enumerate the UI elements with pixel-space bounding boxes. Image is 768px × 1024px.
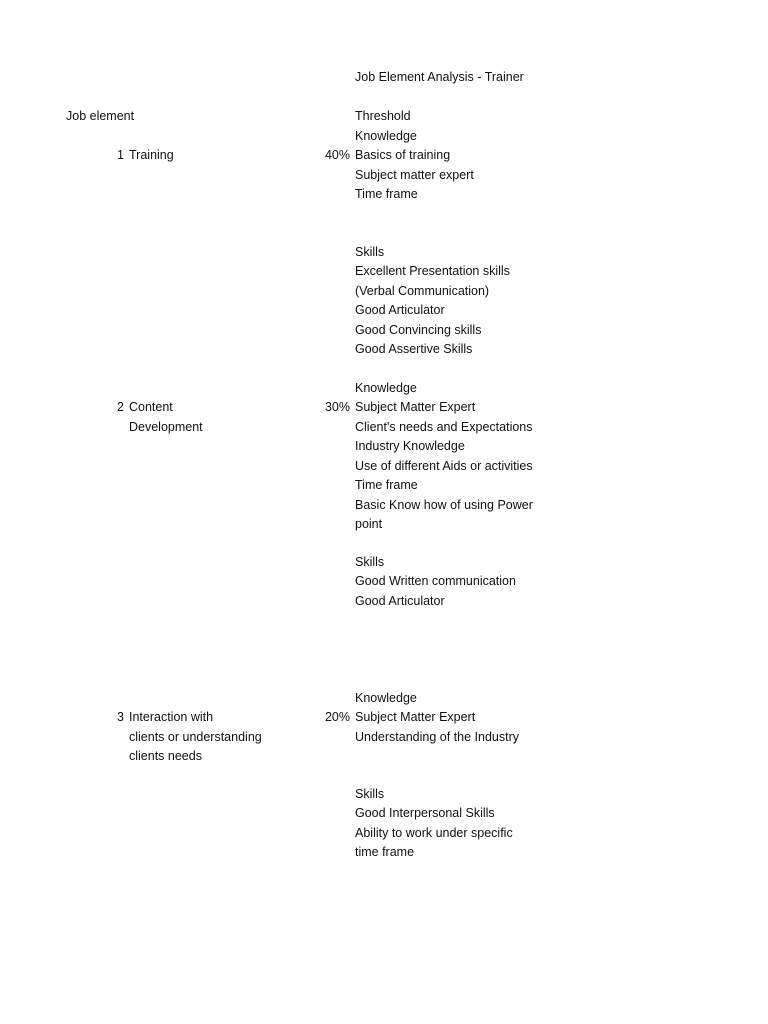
element-name-line: Development <box>129 419 203 434</box>
knowledge-list <box>355 708 615 747</box>
document-title: Job Element Analysis - Trainer <box>355 70 524 84</box>
element-name <box>129 146 309 166</box>
element-name-line: clients needs <box>129 749 202 763</box>
skill-item: Good Convincing skills <box>355 322 482 337</box>
skills-heading: Skills <box>355 787 385 801</box>
skills-list <box>355 804 615 863</box>
knowledge-item: Client's needs and Expectations <box>355 419 533 434</box>
skills-list <box>355 572 615 611</box>
skills-heading: Skills <box>355 555 385 569</box>
skill-item: Good Interpersonal Skills <box>355 806 495 820</box>
knowledge-item: Industry Knowledge <box>355 439 465 453</box>
knowledge-item: Subject Matter Expert <box>355 400 476 414</box>
knowledge-item: Basics of training <box>355 148 451 162</box>
skill-item: Ability to work under specific <box>355 825 513 840</box>
knowledge-heading: Knowledge <box>355 381 417 395</box>
element-number: 1 <box>117 148 124 162</box>
knowledge-item: Subject matter expert <box>355 167 474 182</box>
skill-item: (Verbal Communication) <box>355 283 490 298</box>
threshold-label: Threshold <box>355 109 411 123</box>
element-name-line: Interaction with <box>129 710 214 724</box>
element-percent: 20% <box>324 710 350 724</box>
element-name-line: clients or understanding <box>129 729 262 744</box>
knowledge-item: Subject Matter Expert <box>355 710 476 724</box>
element-name-line: Training <box>129 148 174 162</box>
skill-item: Good Articulator <box>355 303 445 317</box>
element-name <box>129 398 309 437</box>
element-name <box>129 708 309 767</box>
skills-list <box>355 262 615 360</box>
skills-heading: Skills <box>355 245 385 259</box>
knowledge-item: Time frame <box>355 478 418 492</box>
element-percent: 40% <box>324 148 350 162</box>
knowledge-list <box>355 146 615 205</box>
skill-item: Excellent Presentation skills <box>355 264 510 278</box>
knowledge-item: Use of different Aids or activities <box>355 458 533 473</box>
knowledge-item: Time frame <box>355 187 418 201</box>
skill-item: Good Articulator <box>355 593 445 608</box>
skill-item: Good Assertive Skills <box>355 342 473 356</box>
knowledge-heading: Knowledge <box>355 691 417 705</box>
knowledge-list <box>355 398 615 535</box>
element-number: 3 <box>117 710 124 724</box>
element-percent: 30% <box>324 400 350 414</box>
job-element-column-header: Job element <box>66 109 135 123</box>
element-number: 2 <box>117 400 124 414</box>
knowledge-heading: Knowledge <box>355 129 417 143</box>
skill-item: Good Written communication <box>355 574 516 588</box>
knowledge-item: Understanding of the Industry <box>355 729 519 744</box>
skill-item: time frame <box>355 845 415 859</box>
knowledge-item: point <box>355 517 383 531</box>
knowledge-item: Basic Know how of using Power <box>355 497 533 512</box>
element-name-line: Content <box>129 400 173 414</box>
